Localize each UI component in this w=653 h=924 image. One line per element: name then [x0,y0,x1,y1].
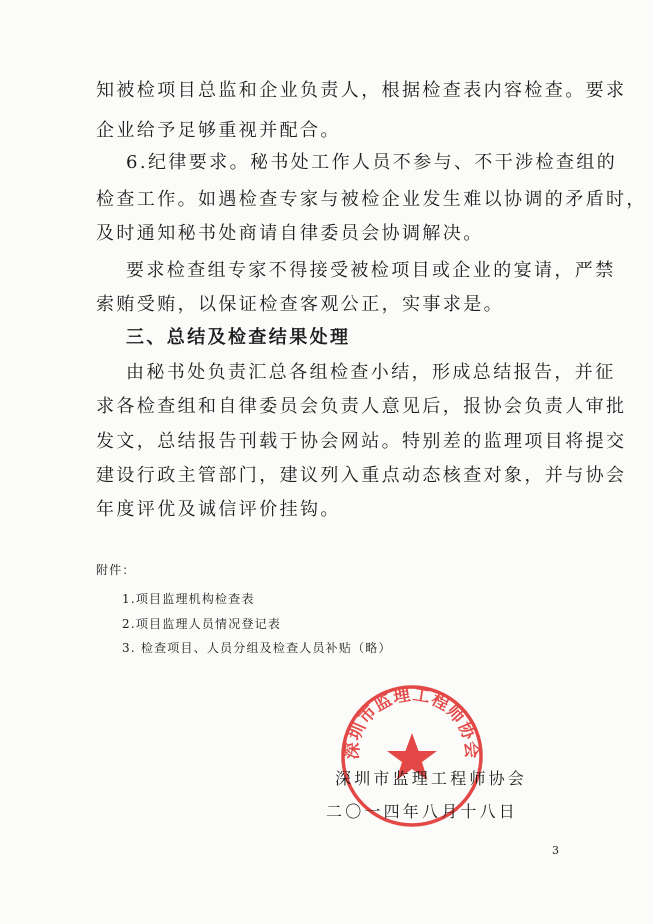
paragraph-4-line-3: 发文，总结报告刊载于协会网站。特别差的监理项目将提交 [96,431,627,452]
paragraph-4-line-4: 建设行政主管部门，建议列入重点动态核查对象，并与协会 [96,465,627,486]
paragraph-2-line-1: 6.纪律要求。秘书处工作人员不参与、不干涉检查组的 [126,152,618,173]
signature-organization: 深圳市监理工程师协会 [335,769,528,788]
paragraph-3-line-1: 要求检查组专家不得接受被检项目或企业的宴请，严禁 [126,260,616,281]
attachments-label: 附件： [96,563,136,577]
section-heading: 三、总结及检查结果处理 [126,327,351,348]
paragraph-4-line-1: 由秘书处负责汇总各组检查小结，形成总结报告，并征 [126,362,616,383]
page-number: 3 [552,844,559,857]
seal-text: 深圳市监理工程师协会 [342,684,482,760]
attachment-item-1: 1.项目监理机构检查表 [122,592,255,606]
paragraph-4-line-2: 求各检查组和自律委员会负责人意见后，报协会负责人审批 [96,396,627,417]
paragraph-1-line-2: 企业给予足够重视并配合。 [96,120,341,141]
paragraph-3-line-2: 索贿受贿，以保证检查客观公正，实事求是。 [96,294,504,315]
paragraph-4-line-5: 年度评优及诚信评价挂钩。 [96,499,341,520]
signature-date: 二〇一四年八月十八日 [326,802,519,821]
attachment-item-3: 3. 检查项目、人员分组及检查人员补贴（略） [122,641,392,655]
paragraph-2-line-3: 及时通知秘书处商请自律委员会协调解决。 [96,223,484,244]
paragraph-1-line-1: 知被检项目总监和企业负责人，根据检查表内容检查。要求 [96,80,627,101]
paragraph-2-line-2: 检查工作。如遇检查专家与被检企业发生难以协调的矛盾时， [96,189,647,210]
attachment-item-2: 2.项目监理人员情况登记表 [122,617,282,631]
